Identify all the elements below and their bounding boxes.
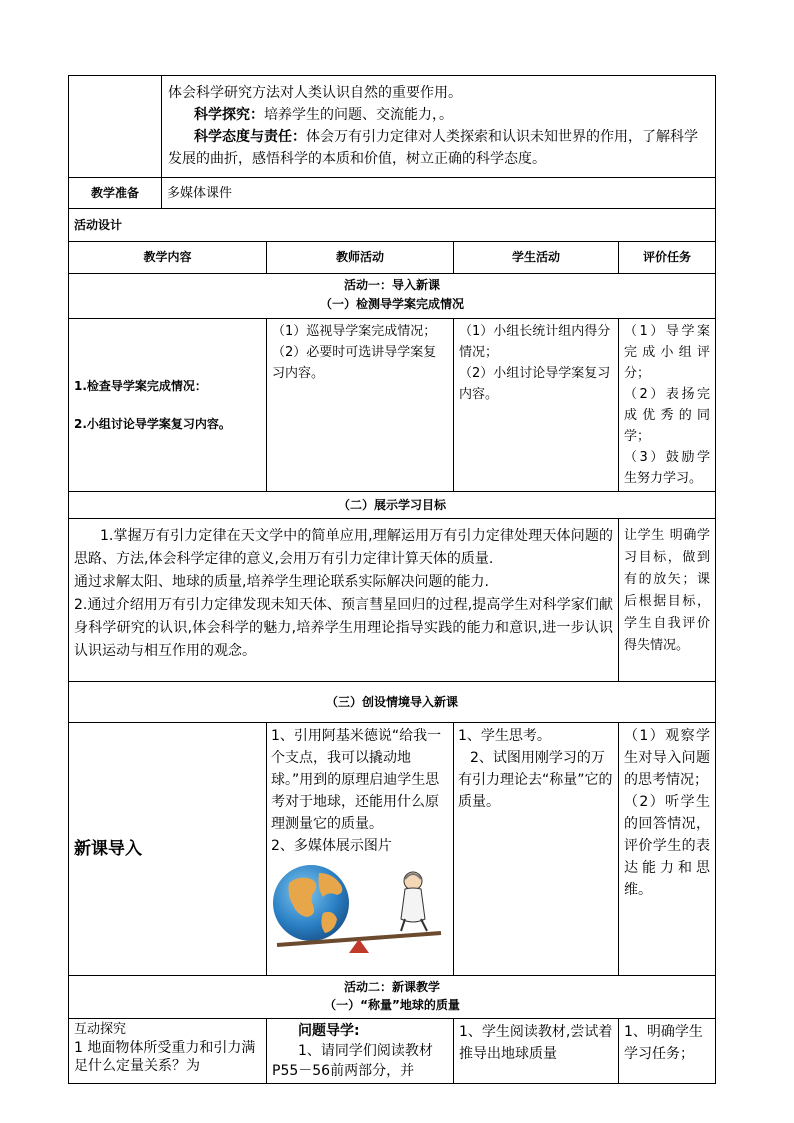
activity2-row [69, 1019, 716, 1084]
check-guide-row [69, 319, 716, 492]
lesson-plan-table [68, 75, 716, 1084]
activity-design-label: 活动设计 [69, 209, 716, 242]
intro-label: 新课导入 [69, 723, 267, 976]
goals-row [69, 519, 716, 682]
intro-teacher-cell [267, 723, 454, 976]
goal-1a: 1.掌握万有引力定律在天文学中的简单应用,理解运用万有引力定律处理天体问题的思路、方法,体会科学定律的意义,会用万有引力定律计算天体的质量. [74, 528, 613, 567]
student-check-cell: （1）小组长统计组内得分情况； （2）小组讨论导学案复习内容。 [454, 319, 619, 492]
lesson-plan-page [68, 75, 715, 1084]
header-content: 教学内容 [69, 242, 267, 274]
eval-check-cell: （1）导学案完成小组评分； （2）表扬完成优秀的同学； （3）鼓励学生努力学习。 [619, 319, 716, 492]
intro-student-cell [454, 723, 619, 976]
header-teacher: 教师活动 [267, 242, 454, 274]
problem-guide-label: 问题导学: [298, 1023, 360, 1039]
activity1-sub2: （二）展示学习目标 [69, 492, 716, 519]
new-lesson-title-row [69, 682, 716, 723]
goal-eval: 让学生 明确学习目标，做到有的放矢；课后根据目标，学生自我评价得失情况。 [619, 519, 716, 682]
archimedes-lever-icon [401, 872, 427, 931]
activity1-title: 活动一：导入新课 [343, 278, 440, 292]
activity2-title: 活动二：新课教学 [343, 980, 440, 994]
intro-eval-cell: （1）观察学生对导入问题的思考情况； （2）听学生的回答情况，评价学生的表达能力和思维。 [619, 723, 716, 976]
activity1-title-row [69, 274, 716, 319]
activity-design-row [69, 209, 716, 242]
column-header-row [69, 242, 716, 274]
intro-row [69, 723, 716, 976]
problem-guide-text: 1、请同学们阅读教材P55－56前两部分，并 [272, 1043, 433, 1079]
intro-student-2: 2、试图用刚学习的万有引力理论去“称量”它的质量。 [458, 750, 613, 810]
header-student: 学生活动 [454, 242, 619, 274]
inquiry-label: 互动探究 [74, 1022, 127, 1037]
goal-2: 2.通过介绍用万有引力定律发现未知天体、预言彗星回归的过程,提高学生对科学家们献身科学研究的认识,体会科学的魅力,培养学生用理论指导实践的能力和意识,进一步认识认识运动与相互作用的观念。 [74, 597, 613, 659]
objectives-line1: 体会科学研究方法对人类认识自然的重要作用。 [168, 85, 462, 101]
header-eval: 评价任务 [619, 242, 716, 274]
intro-teacher-2: 2、多媒体展示图片 [271, 838, 392, 854]
prep-label: 教学准备 [69, 178, 162, 209]
science-attitude: 科学态度与责任：体会万有引力定律对人类探索和认识未知世界的作用，了解科学发展的曲折，感悟科学的本质和价值，树立正确的科学态度。 [168, 129, 698, 167]
intro-teacher-1: 1、引用阿基米德说“给我一个支点，我可以撬动地球。”用到的原理启迪学生思考对于地球，还能用什么原理测量它的质量。 [271, 728, 442, 832]
archimedes-illustration [271, 861, 447, 953]
activity2-eval: 1、明确学生学习任务； [619, 1019, 716, 1084]
intro-student-1: 1、学生思考。 [458, 728, 551, 744]
prep-row [69, 178, 716, 209]
activity1-sub3: （三）创设情境导入新课 [69, 682, 716, 723]
activity2-title-row [69, 976, 716, 1019]
prep-value: 多媒体课件 [162, 178, 716, 209]
content-group-discuss: 2.小组讨论导学案复习内容。 [74, 417, 231, 431]
show-goals-title-row [69, 492, 716, 519]
goal-1b: 通过求解太阳、地球的质量,培养学生理论联系实际解决问题的能力. [74, 574, 489, 590]
teacher-check-cell: （1）巡视导学案完成情况； （2）必要时可选讲导学案复习内容。 [267, 319, 454, 492]
science-inquiry: 科学探究：培养学生的问题、交流能力，。 [194, 107, 453, 123]
objectives-row [69, 76, 716, 178]
activity1-sub1: （一）检测导学案完成情况 [319, 297, 464, 311]
inquiry-question-1: 1 地面物体所受重力和引力满足什么定量关系？为 [74, 1040, 256, 1074]
earth-lever-image [271, 861, 447, 953]
content-check-guide: 1.检查导学案完成情况： [74, 379, 207, 393]
objectives-cell [162, 76, 716, 178]
activity2-sub1: （一）“称量”地球的质量 [324, 998, 460, 1012]
activity2-student: 1、学生阅读教材,尝试着推导出地球质量 [454, 1019, 619, 1084]
earth-globe-icon [273, 865, 349, 941]
